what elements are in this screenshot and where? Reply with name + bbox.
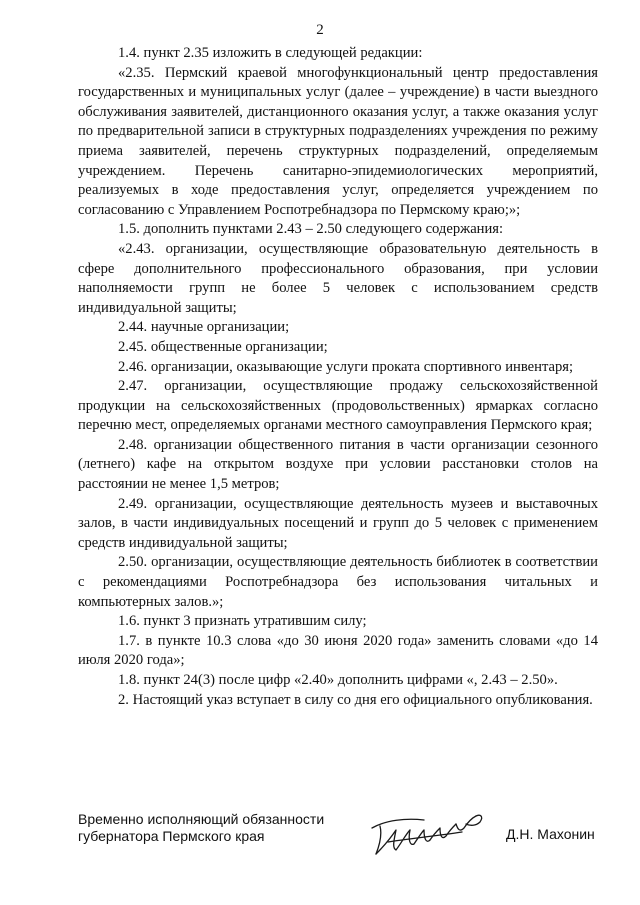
paragraph-1-6: 1.6. пункт 3 признать утратившим силу;	[118, 613, 367, 630]
signatory-title	[78, 811, 324, 845]
handwritten-signature	[366, 806, 488, 860]
paragraph-1-5: 1.5. дополнить пунктами 2.43 – 2.50 следующего содержания:	[118, 221, 504, 238]
paragraph-2-44: 2.44. научные организации;	[118, 319, 290, 336]
paragraph-1-8: 1.8. пункт 24(3) после цифр «2.40» дополнить цифрами «, 2.43 – 2.50».	[118, 672, 558, 688]
paragraph-2-45: 2.45. общественные организации;	[118, 338, 328, 355]
paragraph-2-43: «2.43. организации, осуществляющие образовательную деятельность в сфере дополнительного профессионального образования, при условии наполняемости групп не более 5 человек с использованием средств индивидуальной защиты;	[78, 240, 598, 316]
signatory-name: Д.Н. Махонин	[506, 826, 595, 842]
paragraph-1-7: 1.7. в пункте 10.3 слова «до 30 июня 2020 года» заменить словами «до 14 июля 2020 года»;	[78, 632, 598, 669]
decree-body	[78, 44, 598, 710]
paragraph-1-4: 1.4. пункт 2.35 изложить в следующей редакции:	[118, 45, 423, 61]
paragraph-2-47: 2.47. организации, осуществляющие продажу сельскохозяйственной продукции на сельскохозяйственных (продовольственных) ярмарках согласно перечню мест, определяемых органами местного самоуправления Пермского края;	[78, 378, 598, 434]
paragraph-2-46: 2.46. организации, оказывающие услуги проката спортивного инвентаря;	[118, 358, 574, 375]
paragraph-2-49: 2.49. организации, осуществляющие деятельность музеев и выставочных залов, в части индивидуальных посещений и групп до 5 человек с применением средств индивидуальной защиты;	[78, 495, 598, 551]
signatory-title-line-2: губернатора Пермского края	[78, 828, 265, 844]
paragraph-2-50: 2.50. организации, осуществляющие деятельность библиотек в соответствии с рекомендациями Роспотребнадзора без использования читальных и компьютерных залов.»;	[78, 554, 598, 610]
page-number: 2	[316, 22, 324, 38]
paragraph-2-effective: 2. Настоящий указ вступает в силу со дня его официального опубликования.	[118, 691, 593, 708]
paragraph-2-48: 2.48. организации общественного питания в части организации сезонного (летнего) кафе на открытом воздухе при условии расстановки столов на расстоянии не менее 1,5 метров;	[78, 436, 598, 493]
signatory-title-line-1: Временно исполняющий обязанности	[78, 811, 325, 827]
paragraph-2-35: «2.35. Пермский краевой многофункциональный центр предоставления государственных и муниципальных услуг (далее – учреждение) в части выездного обслуживания заявителей, дистанционного оказания услуг, а также оказания услуг по предварительной записи в структурных подразделениях учреждения по режиму приема заявителей, перечень структурных подразделений, определяемым учреждением. Перечень санитарно-эпидемиологических мероприятий, реализуемых в ходе предоставления услуг, определяется учреждением по согласованию с Управлением Роспотребнадзора по Пермскому краю;»;	[78, 64, 598, 218]
